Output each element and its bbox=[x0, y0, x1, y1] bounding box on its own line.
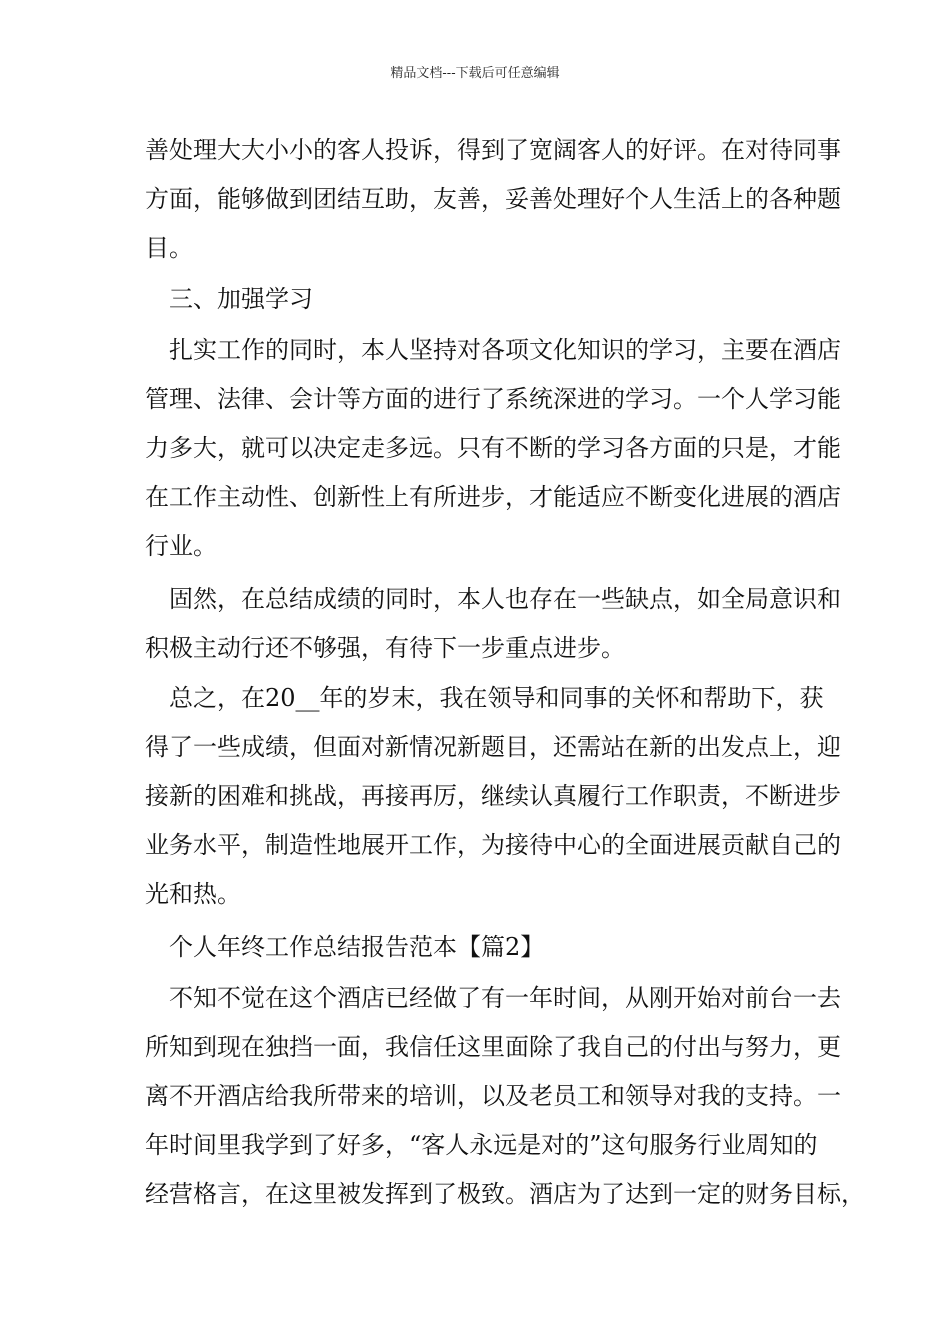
body-line: 目。 bbox=[145, 234, 193, 262]
body-line: 所知到现在独挡一面，我信任这里面除了我自己的付出与努力，更 bbox=[145, 1033, 841, 1061]
body-line: 离不开酒店给我所带来的培训，以及老员工和领导对我的支持。一 bbox=[145, 1082, 841, 1110]
page-header: 精品文档---下载后可任意编辑 bbox=[390, 66, 560, 81]
body-line: 总之，在20__年的岁末，我在领导和同事的关怀和帮助下，获 bbox=[145, 684, 824, 712]
body-line: 固然，在总结成绩的同时，本人也存在一些缺点，如全局意识和 bbox=[145, 585, 841, 613]
body-line: 接新的困难和挑战，再接再厉，继续认真履行工作职责，不断进步 bbox=[145, 782, 841, 810]
body-line: 方面，能够做到团结互助，友善，妥善处理好个人生活上的各种题 bbox=[145, 185, 841, 213]
body-line: 业务水平，制造性地展开工作，为接待中心的全面进展贡献自己的 bbox=[145, 831, 841, 859]
body-line: 光和热。 bbox=[145, 880, 241, 908]
body-line: 行业。 bbox=[145, 532, 217, 560]
body-line: 不知不觉在这个酒店已经做了有一年时间，从刚开始对前台一去 bbox=[145, 984, 841, 1012]
body-line: 扎实工作的同时，本人坚持对各项文化知识的学习，主要在酒店 bbox=[145, 336, 841, 364]
body-line: 善处理大大小小的客人投诉，得到了宽阔客人的好评。在对待同事 bbox=[145, 136, 841, 164]
body-line: 积极主动行还不够强，有待下一步重点进步。 bbox=[145, 634, 625, 662]
body-line: 得了一些成绩，但面对新情况新题目，还需站在新的出发点上，迎 bbox=[145, 733, 841, 761]
section-heading: 三、加强学习 bbox=[145, 285, 313, 313]
body-line: 管理、法律、会计等方面的进行了系统深进的学习。一个人学习能 bbox=[145, 385, 841, 413]
article-title: 个人年终工作总结报告范本【篇2】 bbox=[145, 933, 545, 961]
body-line: 经营格言，在这里被发挥到了极致。酒店为了达到一定的财务目标， bbox=[145, 1180, 865, 1208]
body-line: 在工作主动性、创新性上有所进步，才能适应不断变化进展的酒店 bbox=[145, 483, 841, 511]
body-line: 力多大，就可以决定走多远。只有不断的学习各方面的只是，才能 bbox=[145, 434, 841, 462]
body-line: 年时间里我学到了好多，“客人永远是对的”这句服务行业周知的 bbox=[145, 1131, 818, 1159]
